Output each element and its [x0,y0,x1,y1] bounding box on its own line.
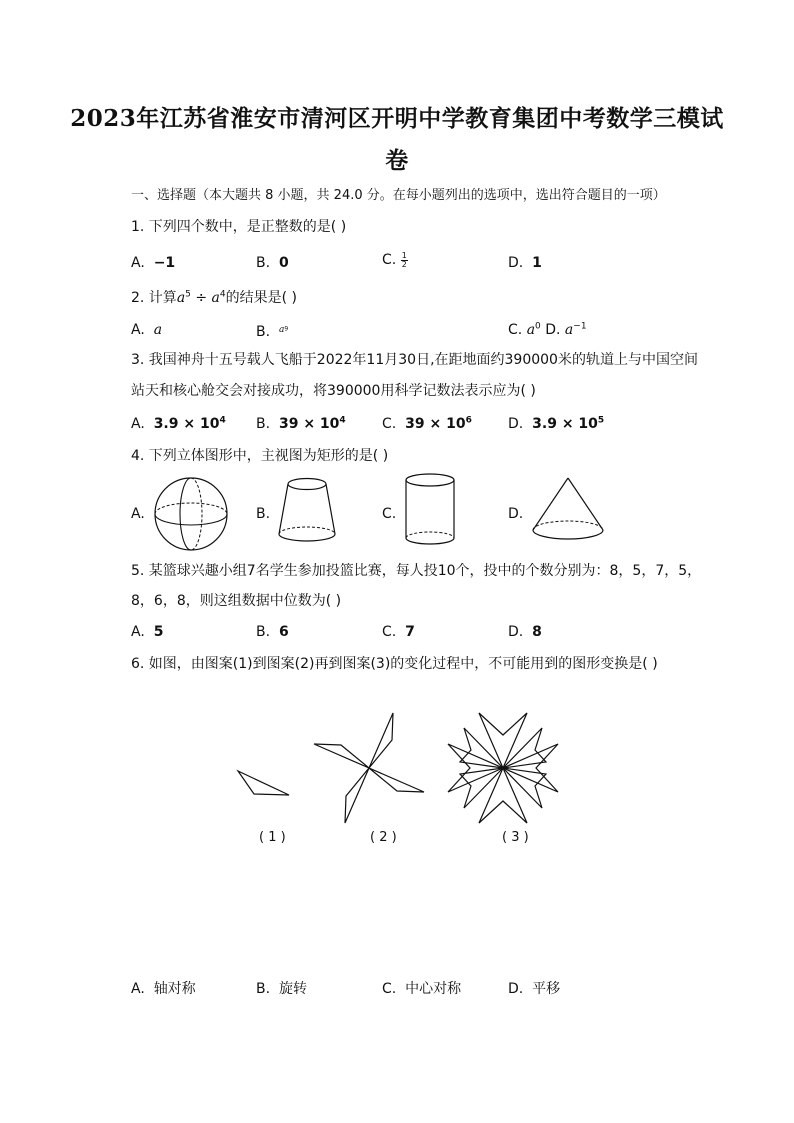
question-6: 6. 如图，由图案(1)到图案(2)再到图案(3)的变化过程中，不可能用到的图形变换是( ) [131,656,658,672]
q1-option-d: D. 1 [508,255,542,271]
q4-option-b-label: B. [256,506,271,522]
star-pattern-3 [448,713,558,823]
q3-option-b: B. $39 \times 10^4$ [256,415,346,432]
figure-label-1: ( 1 ) [259,830,286,845]
question-4: 4. 下列立体图形中，主视图为矩形的是( ) [131,448,389,464]
triangle-pattern-1 [238,771,289,795]
q2-option-a: A. a [131,322,163,338]
q5-option-b: B. 6 [256,624,289,640]
q5-option-c: C. 7 [382,624,415,640]
exam-title-line2: 卷 [385,147,409,174]
section-header: 一、选择题（本大题共 8 小题，共 24.0 分。在每小题列出的选项中，选出符合题目的一项） [131,188,666,203]
q6-option-a: A. 轴对称 [131,981,196,997]
q3-option-a: A. $3.9 \times 10^4$ [131,415,226,432]
figure-label-3: ( 3 ) [502,830,529,845]
q5-option-d: D. 8 [508,624,542,640]
q4-option-a-label: A. [131,506,145,522]
q3-option-c: C. $39 \times 10^6$ [382,415,472,432]
q4-option-c-label: C. [382,506,397,522]
question-5-line1: 5. 某篮球兴趣小组7名学生参加投篮比赛，每人投10个，投中的个数分别为：8，5，7，5， [131,563,702,579]
question-5-line2: 8，6，8，则这组数据中位数为( ) [131,593,342,609]
q2-option-c-d: C. $a^0$ D. $a^{-1}$ [508,321,587,338]
q5-option-a: A. 5 [131,624,164,640]
question-3-line1: 3. 我国神舟十五号载人飞船于2022年11月30日,在距地面约390000米的轨道上与中国空间 [131,352,698,368]
q3-option-d: D. $3.9 \times 10^5$ [508,415,605,432]
q6-option-b: B. 旋转 [256,981,307,997]
q4-option-d-label: D. [508,506,524,522]
q1-option-b: B. 0 [256,255,289,271]
q6-option-c: C. 中心对称 [382,981,462,997]
q2-option-b: B. $^{a9}$ [256,324,289,340]
q6-option-d: D. 平移 [508,981,561,997]
figure-label-2: ( 2 ) [370,830,397,845]
question-3-line2: 站天和核心舱交会对接成功，将390000用科学记数法表示应为( ) [131,383,536,399]
q1-option-c: C. $\frac{1}{2}$ [382,250,407,269]
pinwheel-pattern-2 [314,713,424,823]
question-2: 2. 计算$a^5 \div a^4$的结果是( ) [131,289,298,306]
exam-title-line1: 2023年江苏省淮安市清河区开明中学教育集团中考数学三模试 [70,105,724,132]
q1-option-a: A. −1 [131,255,176,271]
fraction: $\frac{1}{2}$ [401,250,407,269]
question-1: 1. 下列四个数中，是正整数的是( ) [131,219,347,235]
